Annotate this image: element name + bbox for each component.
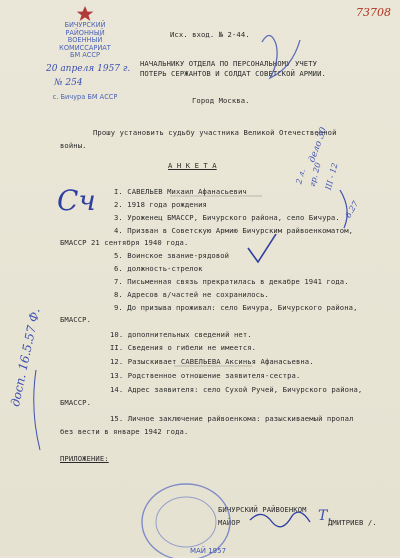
item-7: 7. Письменная связь прекратилась в декабре 1941 года. — [114, 277, 349, 286]
handwritten-mid-1: 2 л. — [294, 167, 307, 186]
appendix-label: ПРИЛОЖЕНИЕ: — [60, 454, 109, 463]
handwritten-right: 6.27 — [343, 199, 361, 220]
item-4: 4. Призван в Советскую Армию Бичурским райвоенкоматом, — [114, 226, 354, 235]
signature-line-2: МАЙОР — [218, 518, 241, 527]
stamp-line-1: БИЧУРСКИЙ — [64, 21, 106, 29]
form-title: А Н К Е Т А — [168, 161, 217, 170]
archive-number: 73708 — [356, 6, 391, 19]
item-14-cont: БМАССР. — [60, 398, 91, 407]
outgoing-number: Исх. вход. № 2-44. — [170, 30, 250, 39]
stamp-line-3: КОМИССАРИАТ — [59, 43, 111, 52]
addressee-city: Город Москва. — [192, 96, 250, 105]
item-1: I. САВЕЛЬЕВ Михаил Афанасьевич — [114, 187, 247, 196]
stamp-date: 20 апреля 1957 г. — [46, 64, 131, 74]
item-4-cont: БМАССР 21 сентября 1940 года. — [60, 238, 189, 247]
item-6: 6. должность-стрелок — [114, 264, 203, 273]
request-line-2: войны. — [60, 141, 87, 150]
stamp-line-2: РАЙОННЫЙ ВОЕННЫЙ — [65, 28, 105, 45]
handwritten-mid-2: гр. 20 — [307, 161, 323, 188]
handwritten-margin-ref: Сч — [57, 184, 96, 217]
stamp-place: с. Бичура БМ АССР — [52, 93, 118, 101]
item-5: 5. Воинское звание-рядовой — [114, 251, 230, 260]
round-stamp-date: МАЙ 1957 — [189, 547, 227, 555]
item-13: 13. Родственное отношение заявителя-сестра. — [110, 371, 301, 380]
item-9: 9. До призыва проживал: село Бичура, Бичурского района, — [114, 303, 358, 312]
request-line-1: Прошу установить судьбу участника Великой Отечественной — [93, 128, 337, 137]
item-9-cont: БМАССР. — [60, 315, 91, 324]
stamp-line-4: БМ АССР — [69, 51, 100, 60]
signature-line-1: БИЧУРСКИЙ РАЙВОЕНКОМ — [218, 505, 307, 514]
item-15-cont: без вести в январе 1942 года. — [60, 427, 189, 436]
addressee-line-2: ПОТЕРЬ СЕРЖАНТОВ И СОЛДАТ СОВЕТСКОЙ АРМИИ. — [140, 69, 326, 78]
item-12: 12. Разыскивает САВЕЛЬЕВА Аксинья Афанасьевна. — [110, 357, 314, 366]
stamp-number: № 254 — [54, 78, 83, 88]
item-11: II. Сведения о гибели не имеется. — [110, 343, 257, 352]
handwritten-top: дело 30 — [307, 126, 330, 164]
item-2: 2. 1918 года рождения — [114, 200, 207, 209]
item-14: 14. Адрес заявителя: село Сухой Ручей, Бичурского района, — [110, 385, 363, 394]
handwritten-margin-date: досп. 16.5.57 Ф. — [8, 306, 43, 408]
handwritten-mid-3: III - 12 — [323, 162, 340, 191]
handwritten-signature-mark: Т. — [318, 508, 332, 524]
signature-name: ДМИТРИЕВ /. — [328, 518, 377, 527]
item-8: 8. Адресов в/частей не сохранилось. — [114, 290, 269, 299]
item-3: 3. Уроженец БМАССР, Бичурского района, село Бичура. — [114, 213, 340, 222]
item-10: 10. дополнительных сведений нет. — [110, 330, 252, 339]
item-15: 15. Личное заключение райвоенкома: разыскиваемый пропал — [110, 414, 354, 423]
addressee-line-1: НАЧАЛЬНИКУ ОТДЕЛА ПО ПЕРСОНАЛЬНОМУ УЧЕТУ — [140, 59, 318, 68]
